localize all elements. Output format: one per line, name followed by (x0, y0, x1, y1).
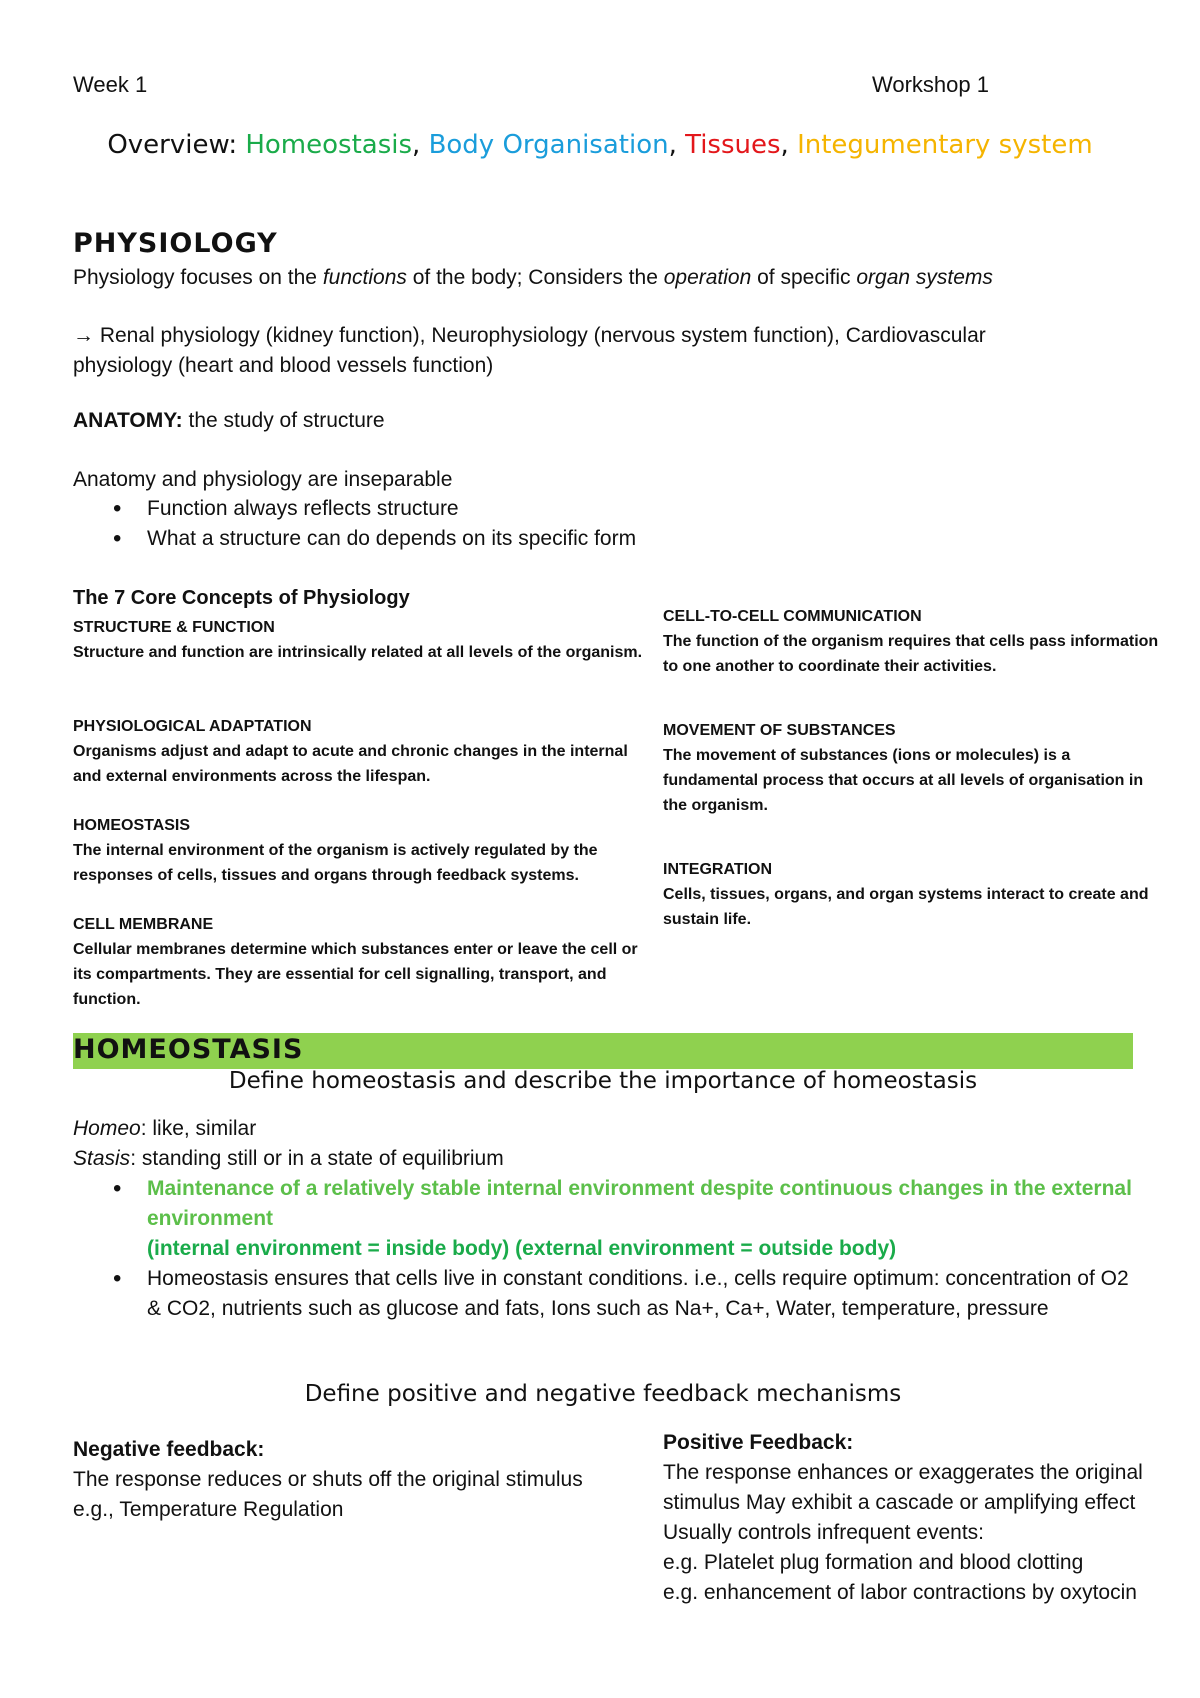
positive-feedback-line: e.g. enhancement of labor contractions by oxytocin (663, 1581, 1137, 1604)
homeostasis-heading-bar (73, 1033, 1133, 1069)
positive-feedback (663, 1428, 1143, 1608)
concept-label: INTEGRATION (663, 861, 773, 878)
topic-homeostasis: Homeostasis (245, 130, 413, 160)
stasis-def: : standing still or in a state of equilibrium (130, 1147, 504, 1170)
stasis-term: Stasis (73, 1147, 131, 1170)
def-text: of specific (751, 266, 857, 289)
positive-feedback-line: The response enhances or exaggerates the original stimulus May exhibit a cascade or amplifying effect Usually controls infrequent events: (663, 1461, 1143, 1544)
feedback-subtitle: Define positive and negative feedback mechanisms (304, 1381, 902, 1407)
concept-physiological-adaptation (73, 714, 643, 789)
concept-text: The function of the organism requires that cells pass information to one another to coordinate their activities. (663, 633, 1159, 675)
concept-text: Organisms adjust and adapt to acute and chronic changes in the internal and external environments across the lifespan. (73, 743, 628, 785)
def-emphasis: organ systems (856, 266, 993, 289)
concept-label: PHYSIOLOGICAL ADAPTATION (73, 718, 312, 735)
physiology-heading: PHYSIOLOGY (73, 228, 278, 259)
homeo-term: Homeo (73, 1117, 141, 1140)
list-item: • Homeostasis ensures that cells live in constant conditions. i.e., cells require optimum: concentration of O2 & CO2, nutrients such as glucose and fats, Ions such as Na+, Ca+, Water, temperature, pressure (73, 1264, 1133, 1324)
concept-movement-substances (663, 718, 1163, 818)
topic-integumentary: Integumentary system (797, 130, 1093, 160)
def-emphasis: operation (663, 266, 752, 289)
topic-separator: , (668, 130, 686, 160)
stasis-definition (73, 1144, 504, 1174)
anatomy-definition (73, 406, 385, 436)
concept-label: CELL-TO-CELL COMMUNICATION (663, 608, 922, 625)
homeostasis-heading: HOMEOSTASIS (73, 1034, 304, 1065)
concept-homeostasis (73, 813, 648, 888)
week-label: Week 1 (73, 72, 148, 97)
def-text: of the body; Considers the (406, 266, 664, 289)
positive-feedback-label: Positive Feedback: (663, 1431, 854, 1454)
topic-separator: , (780, 130, 798, 160)
negative-feedback-label: Negative feedback: (73, 1438, 265, 1461)
negative-feedback-line: e.g., Temperature Regulation (73, 1498, 344, 1521)
concept-text: Cells, tissues, organs, and organ systems interact to create and sustain life. (663, 886, 1149, 928)
homeostasis-definition-text: Maintenance of a relatively stable internal environment despite continuous changes in the external environment (147, 1177, 1132, 1230)
concept-structure-function (73, 615, 643, 665)
topic-tissues: Tissues (685, 130, 781, 160)
topic-separator: , (412, 130, 429, 160)
concept-text: The movement of substances (ions or molecules) is a fundamental process that occurs at all levels of organisation in the organism. (663, 747, 1144, 814)
list-item: • Function always reflects structure (73, 494, 1073, 524)
overview-title (100, 128, 1100, 162)
homeostasis-bullets (73, 1174, 1133, 1324)
physiology-definition (73, 263, 1133, 293)
concept-label: HOMEOSTASIS (73, 817, 191, 834)
homeostasis-subtitle: Define homeostasis and describe the importance of homeostasis (228, 1068, 978, 1094)
concept-label: MOVEMENT OF SUBSTANCES (663, 722, 896, 739)
inseparable-text: Anatomy and physiology are inseparable (73, 468, 453, 491)
positive-feedback-line: e.g. Platelet plug formation and blood clotting (663, 1551, 1084, 1574)
concept-label: STRUCTURE & FUNCTION (73, 619, 275, 636)
overview-prefix: Overview: (107, 130, 246, 160)
core-concepts-heading: The 7 Core Concepts of Physiology (73, 587, 410, 609)
homeo-def: : like, similar (140, 1117, 257, 1140)
concept-integration (663, 857, 1163, 932)
environment-note: (internal environment = inside body) (external environment = outside body) (147, 1237, 897, 1260)
physiology-bullets (73, 494, 1073, 554)
def-text: Physiology focuses on the (73, 266, 323, 289)
list-item (73, 1174, 1133, 1264)
list-item: • What a structure can do depends on its specific form (73, 524, 1073, 554)
physiology-examples (73, 321, 1073, 381)
topic-body-organisation: Body Organisation (428, 130, 669, 160)
def-emphasis: functions (322, 266, 407, 289)
anatomy-label: ANATOMY: (73, 409, 183, 432)
homeo-definition (73, 1114, 256, 1144)
concept-label: CELL MEMBRANE (73, 916, 214, 933)
negative-feedback (73, 1435, 633, 1525)
concept-cell-membrane (73, 912, 643, 1012)
concept-cell-communication (663, 604, 1163, 679)
negative-feedback-line: The response reduces or shuts off the original stimulus (73, 1468, 583, 1491)
concept-text: The internal environment of the organism is actively regulated by the responses of cells, tissues and organs through feedback systems. (73, 842, 598, 884)
examples-text: Renal physiology (kidney function), Neurophysiology (nervous system function), Cardiovascular physiology (heart and blood vessels function) (73, 324, 986, 377)
anatomy-text: the study of structure (182, 409, 385, 432)
concept-text: Structure and function are intrinsically related at all levels of the organism. (73, 644, 643, 661)
workshop-label: Workshop 1 (872, 72, 989, 97)
concept-text: Cellular membranes determine which substances enter or leave the cell or its compartments. They are essential for cell signalling, transport, and function. (73, 941, 638, 1008)
arrow-icon: → (73, 324, 94, 347)
